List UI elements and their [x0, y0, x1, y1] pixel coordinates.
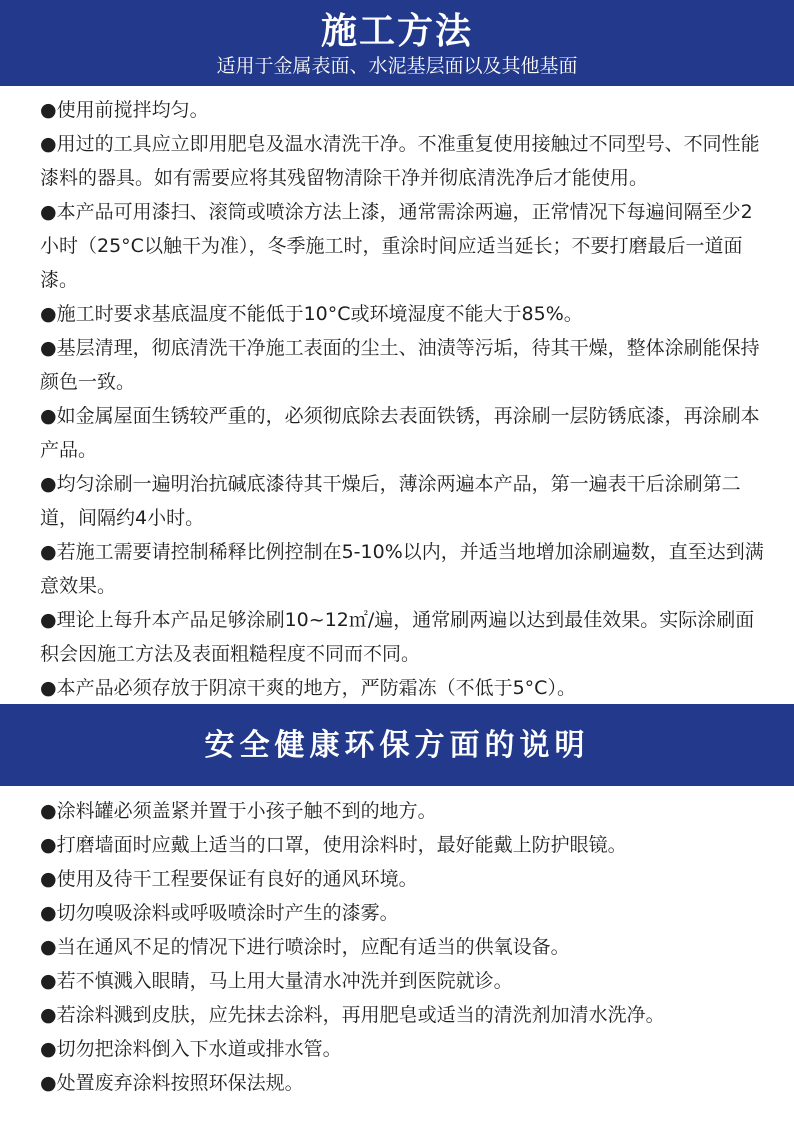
- list-item: [40, 828, 770, 862]
- list-item-text: 打磨墙面时应戴上适当的口罩，使用涂料时，最好能戴上防护眼镜。: [56, 834, 627, 856]
- bullet-icon: ●: [40, 1072, 57, 1094]
- list-item: [40, 930, 770, 964]
- list-item-text: 切勿嗅吸涂料或呼吸喷涂时产生的漆雾。: [56, 902, 399, 924]
- list-item-text: 施工时要求基底温度不能低于10°C或环境湿度不能大于85%。: [56, 303, 583, 325]
- methods-title: 施工方法: [320, 11, 473, 52]
- bullet-icon: ●: [40, 868, 57, 890]
- bullet-icon: ●: [40, 541, 57, 563]
- list-item: [40, 93, 770, 127]
- list-item: [40, 998, 770, 1032]
- bullet-icon: ●: [40, 1038, 57, 1060]
- list-item: [40, 862, 770, 896]
- methods-banner: [0, 0, 794, 86]
- bullet-icon: ●: [40, 902, 57, 924]
- list-item-text: 使用及待干工程要保证有良好的通风环境。: [56, 868, 418, 890]
- list-item-text: 用过的工具应立即用肥皂及温水清洗干净。不准重复使用接触过不同型号、不同性能漆料的器具。如有需要应将其残留物清除干净并彻底清洗净后才能使用。: [40, 133, 760, 189]
- bullet-icon: ●: [40, 201, 57, 223]
- list-item: [40, 467, 770, 535]
- bullet-icon: ●: [40, 473, 57, 495]
- list-item: [40, 399, 770, 467]
- list-item-text: 本产品必须存放于阴凉干爽的地方，严防霜冻（不低于5°C）。: [56, 677, 576, 699]
- list-item: [40, 964, 770, 998]
- bullet-icon: ●: [40, 970, 57, 992]
- list-item: [40, 1032, 770, 1066]
- bullet-icon: ●: [40, 609, 57, 631]
- list-item: [40, 331, 770, 399]
- safety-title: 安全健康环保方面的说明: [204, 728, 590, 763]
- safety-list: [40, 794, 770, 1100]
- bullet-icon: ●: [40, 1004, 57, 1026]
- list-item-text: 如金属屋面生锈较严重的，必须彻底除去表面铁锈，再涂刷一层防锈底漆，再涂刷本产品。: [40, 405, 760, 461]
- methods-list: [40, 93, 770, 705]
- safety-banner: [0, 704, 794, 786]
- list-item: [40, 794, 770, 828]
- list-item-text: 均匀涂刷一遍明治抗碱底漆待其干燥后，薄涂两遍本产品，第一遍表干后涂刷第二道，间隔约4小时。: [40, 473, 741, 529]
- bullet-icon: ●: [40, 677, 57, 699]
- list-item: [40, 603, 770, 671]
- list-item: [40, 671, 770, 705]
- list-item-text: 若涂料溅到皮肤，应先抹去涂料，再用肥皂或适当的清洗剂加清水洗净。: [56, 1004, 665, 1026]
- bullet-icon: ●: [40, 99, 57, 121]
- list-item-text: 当在通风不足的情况下进行喷涂时，应配有适当的供氧设备。: [56, 936, 570, 958]
- bullet-icon: ●: [40, 337, 57, 359]
- methods-subtitle: 适用于金属表面、水泥基层面以及其他基面: [216, 55, 578, 77]
- list-item-text: 切勿把涂料倒入下水道或排水管。: [56, 1038, 342, 1060]
- list-item-text: 基层清理，彻底清洗干净施工表面的尘土、油渍等污垢，待其干燥，整体涂刷能保持颜色一致。: [40, 337, 760, 393]
- list-item-text: 理论上每升本产品足够涂刷10~12㎡/遍，通常刷两遍以达到最佳效果。实际涂刷面积会因施工方法及表面粗糙程度不同而不同。: [40, 609, 755, 665]
- list-item: [40, 127, 770, 195]
- list-item: [40, 535, 770, 603]
- bullet-icon: ●: [40, 405, 57, 427]
- bullet-icon: ●: [40, 936, 57, 958]
- list-item-text: 处置废弃涂料按照环保法规。: [56, 1072, 304, 1094]
- bullet-icon: ●: [40, 834, 57, 856]
- list-item: [40, 896, 770, 930]
- list-item-text: 若不慎溅入眼睛，马上用大量清水冲洗并到医院就诊。: [56, 970, 513, 992]
- bullet-icon: ●: [40, 303, 57, 325]
- list-item-text: 若施工需要请控制稀释比例控制在5-10%以内，并适当地增加涂刷遍数，直至达到满意效果。: [40, 541, 764, 597]
- bullet-icon: ●: [40, 133, 57, 155]
- list-item: [40, 1066, 770, 1100]
- bullet-icon: ●: [40, 800, 57, 822]
- list-item-text: 涂料罐必须盖紧并置于小孩子触不到的地方。: [56, 800, 437, 822]
- list-item: [40, 195, 770, 297]
- list-item-text: 使用前搅拌均匀。: [56, 99, 209, 121]
- list-item-text: 本产品可用漆扫、滚筒或喷涂方法上漆，通常需涂两遍，正常情况下每遍间隔至少2小时（25°C以触干为准），冬季施工时，重涂时间应适当延长；不要打磨最后一道面漆。: [40, 201, 753, 291]
- list-item: [40, 297, 770, 331]
